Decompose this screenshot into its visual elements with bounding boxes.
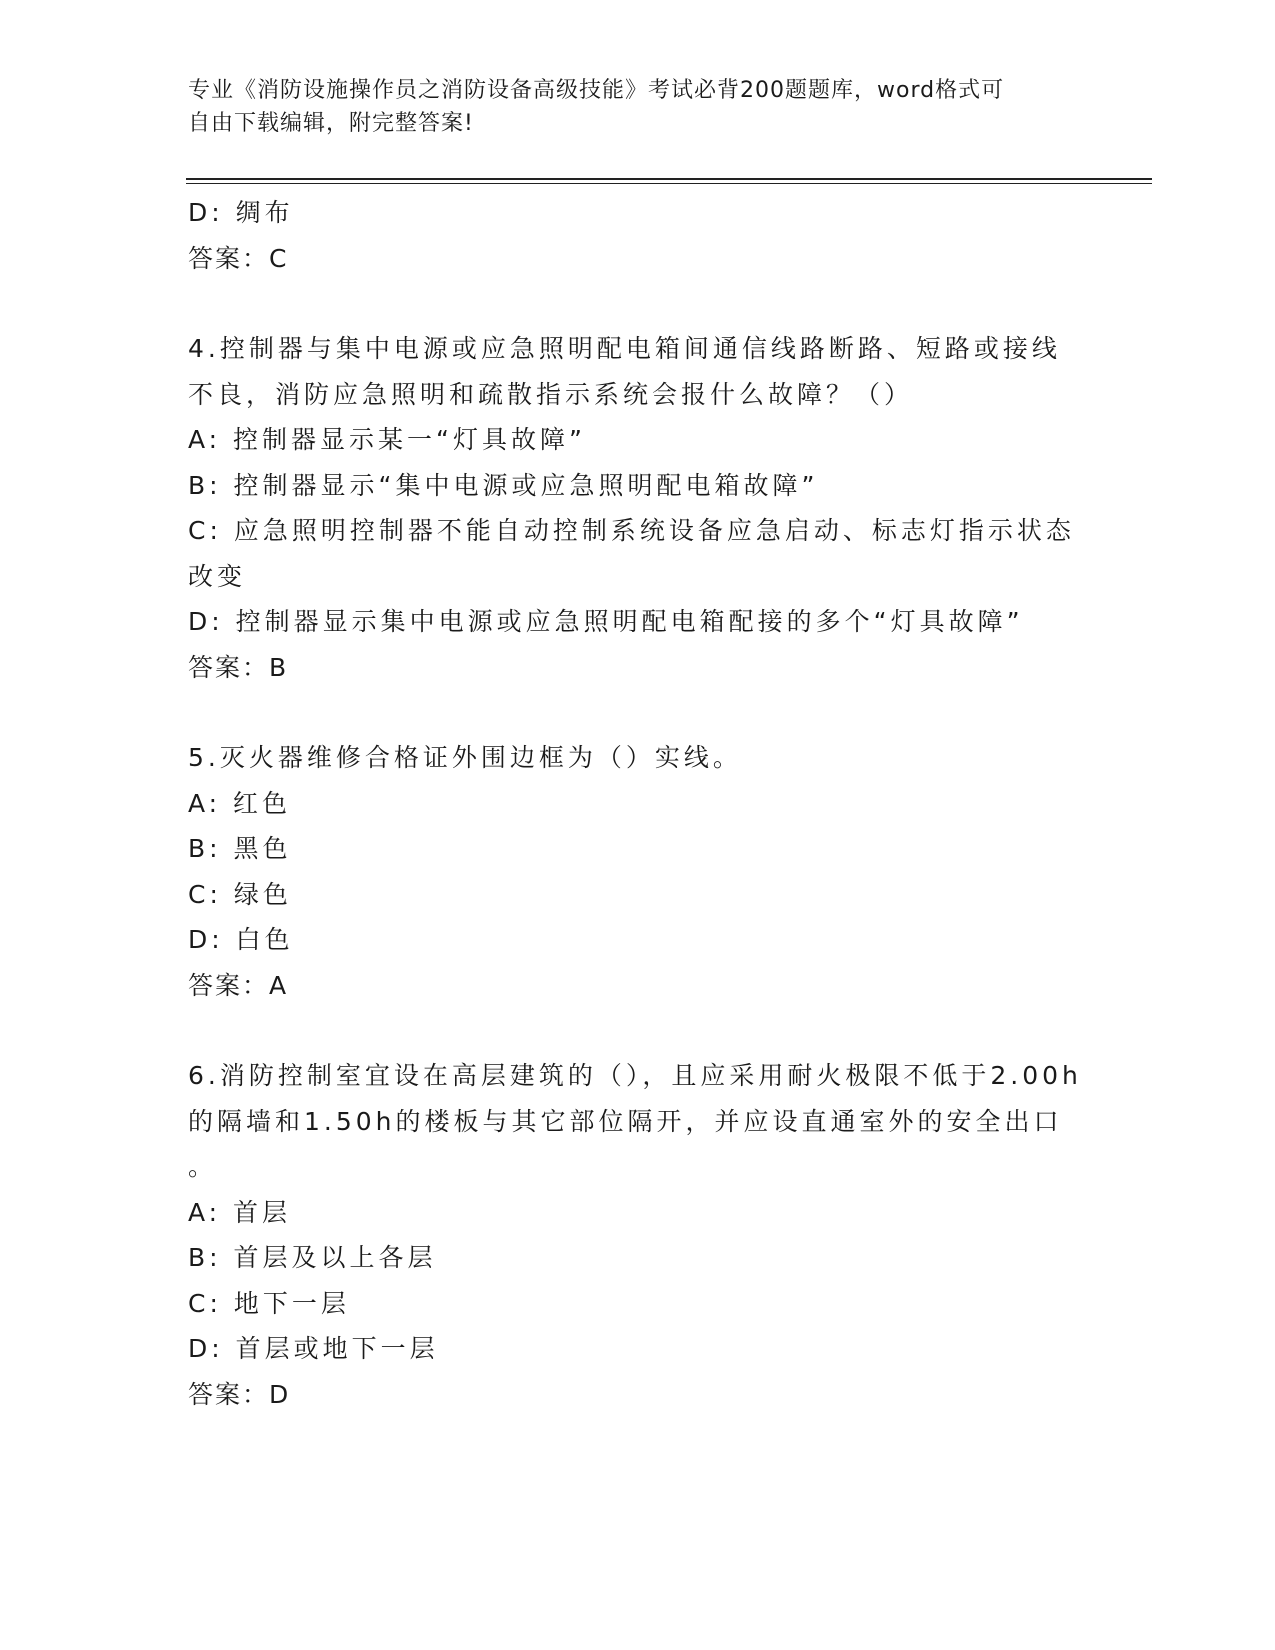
option-c: C: 地下一层 (188, 1288, 350, 1318)
question-stem: 4.控制器与集中电源或应急照明配电箱间通信线路断路、短路或接线 (188, 334, 1061, 363)
header-divider-thin (186, 183, 1152, 184)
spacer (188, 690, 1088, 735)
option-b: B: 首层及以上各层 (188, 1243, 437, 1272)
question-stem: 5.灭火器维修合格证外围边框为（）实线。 (188, 743, 742, 772)
option-a: A: 首层 (188, 1197, 292, 1227)
option-d: D: 白色 (188, 925, 294, 954)
question-stem: 6.消防控制室宜设在高层建筑的（），且应采用耐火极限不低于2.00h (188, 1061, 1082, 1090)
question-4 (188, 326, 1088, 690)
option-c: C: 绿色 (188, 879, 292, 909)
question-6 (188, 1053, 1088, 1417)
answer: 答案：B (188, 652, 289, 682)
document-body (188, 190, 1088, 1417)
spacer (188, 281, 1088, 326)
answer: 答案：A (188, 970, 289, 1000)
header-divider-thick (186, 178, 1152, 180)
option-d: D: 首层或地下一层 (188, 1334, 439, 1363)
option-c: C: 应急照明控制器不能自动控制系统设备应急启动、标志灯指示状态 (188, 516, 1075, 545)
option-d: D: 控制器显示集中电源或应急照明配电箱配接的多个“灯具故障” (188, 607, 1024, 636)
option-b: B: 控制器显示“集中电源或应急照明配电箱故障” (188, 470, 819, 500)
option-c-continued: 改变 (188, 561, 247, 591)
option-a: A: 红色 (188, 788, 292, 818)
header-line-2: 自由下载编辑，附完整答案! (188, 111, 474, 136)
answer: 答案：D (188, 1379, 291, 1409)
question-stem: 。 (188, 1152, 218, 1181)
option-a: A: 控制器显示某一“灯具故障” (188, 425, 586, 454)
question-3-answer: 答案：C (188, 243, 289, 273)
question-3-option-d: D: 绸布 (188, 198, 294, 227)
question-stem: 的隔墙和1.50h的楼板与其它部位隔开，并应设直通室外的安全出口 (188, 1106, 1063, 1136)
option-b: B: 黑色 (188, 834, 292, 863)
question-5 (188, 735, 1088, 1008)
header-line-1: 专业《消防设施操作员之消防设备高级技能》考试必背200题题库，word格式可 (188, 78, 1005, 103)
question-stem: 不良，消防应急照明和疏散指示系统会报什么故障？（） (188, 379, 914, 409)
spacer (188, 1008, 1088, 1053)
page-header (188, 74, 1088, 140)
